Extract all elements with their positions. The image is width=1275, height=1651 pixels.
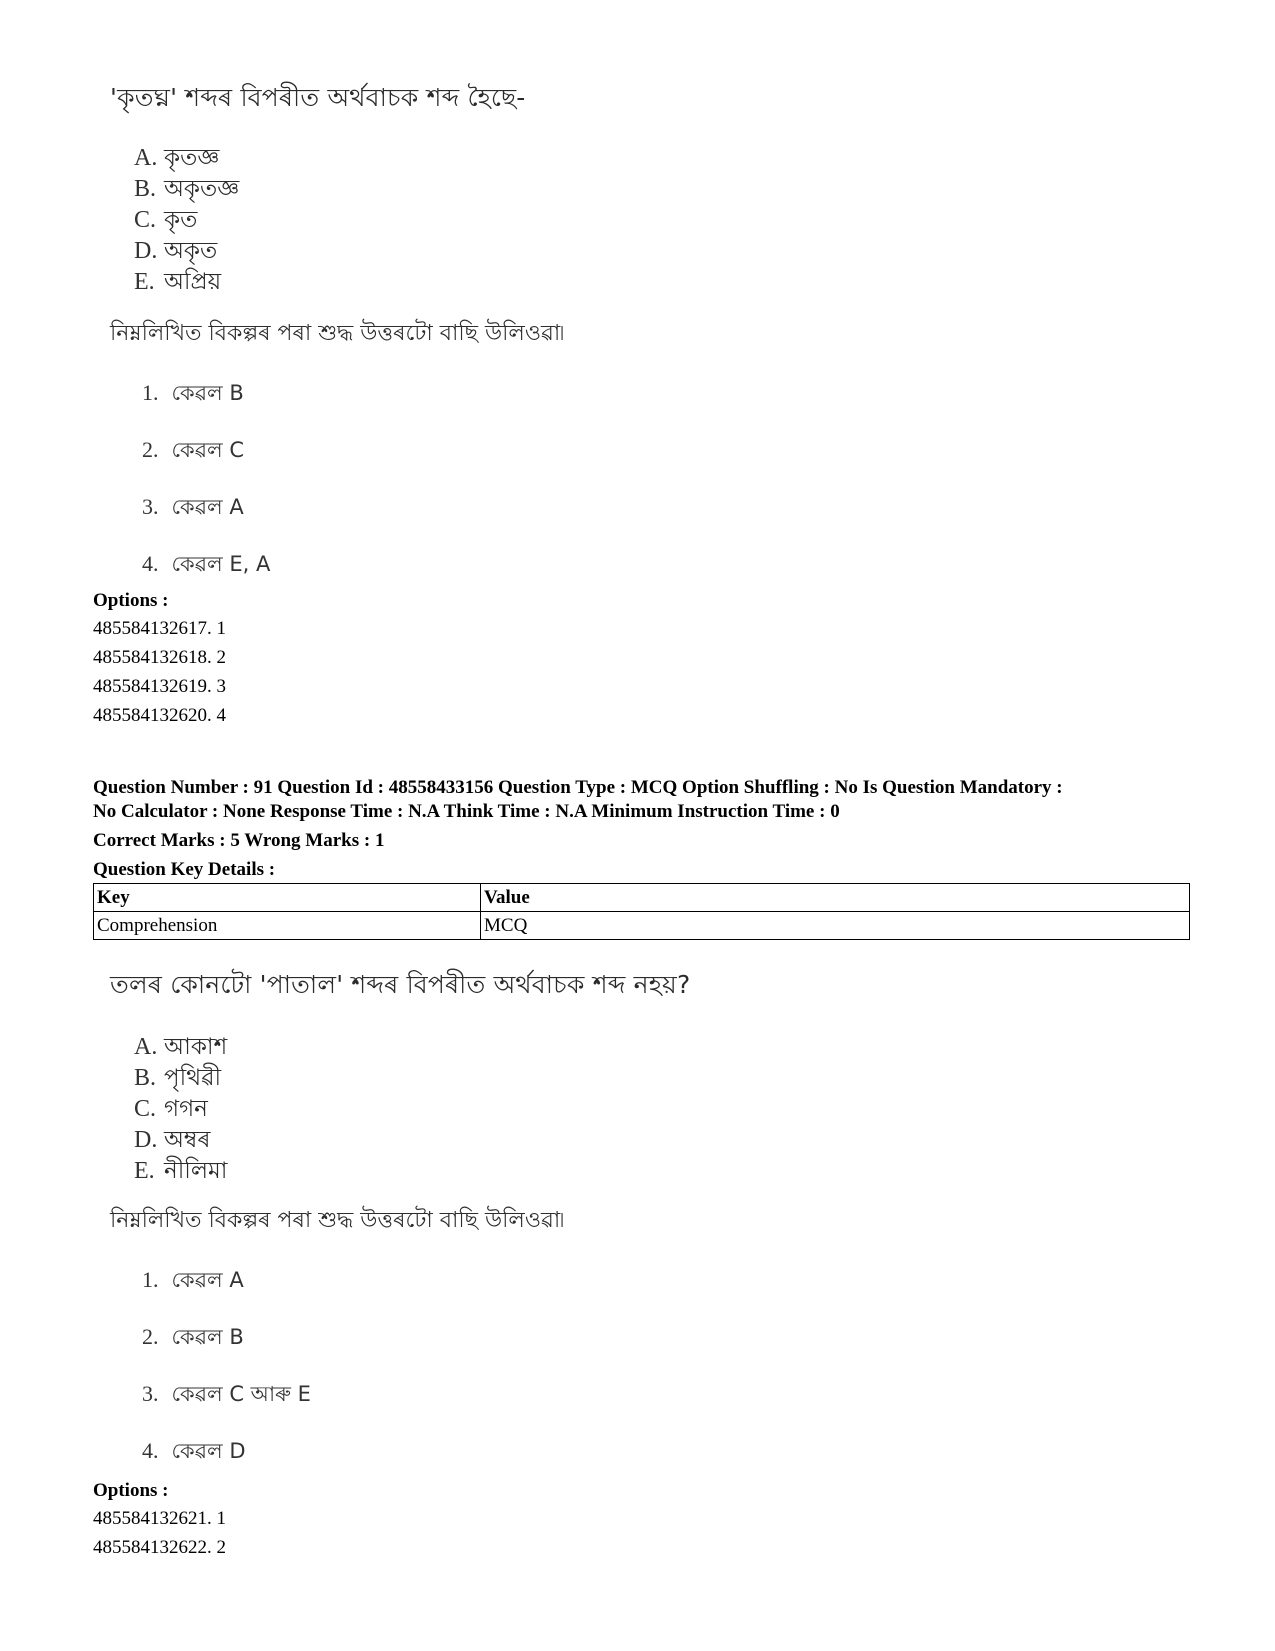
statement-list [134, 143, 564, 298]
question-meta-line-1: Question Number : 91 Question Id : 48558433156 Question Type : MCQ Option Shuffling : No Is Question Mandatory : [93, 777, 1063, 798]
choice-item: 1. কেৱল B [142, 380, 244, 405]
table-header-row [94, 884, 1190, 912]
choice-item: 2. কেৱল B [142, 1324, 244, 1349]
table-cell: MCQ [481, 912, 1190, 940]
table-row [94, 912, 1190, 940]
option-line: 485584132618. 2 [93, 647, 226, 668]
options-title: Options : [93, 1480, 169, 1501]
choice-list [142, 1268, 690, 1496]
choice-item: 4. কেৱল E, A [142, 551, 271, 576]
key-details-title: Question Key Details : [93, 859, 276, 880]
choice-item: 1. কেৱল A [142, 1267, 244, 1292]
option-line: 485584132619. 3 [93, 676, 226, 697]
choice-item: 3. কেৱল C আৰু E [142, 1381, 311, 1406]
statement-item: B. পৃথিৱী [134, 1065, 222, 1091]
marks-line: Correct Marks : 5 Wrong Marks : 1 [93, 830, 385, 851]
statement-item: A. আকাশ [134, 1034, 228, 1060]
question-meta-line-2: No Calculator : None Response Time : N.A Think Time : N.A Minimum Instruction Time : 0 [93, 801, 840, 822]
statement-item: C. গগন [134, 1096, 208, 1122]
statement-item: D. অম্বৰ [134, 1127, 211, 1153]
statement-list [134, 1032, 690, 1187]
statement-item: A. কৃতজ্ঞ [134, 145, 220, 171]
instruction-text: নিম্নলিখিত বিকল্পৰ পৰা শুদ্ধ উত্তৰটো বাছি উলিওৱা৷ [110, 321, 564, 346]
statement-item: B. অকৃতজ্ঞ [134, 176, 240, 202]
statement-item: E. অপ্ৰিয় [134, 269, 222, 295]
option-line: 485584132622. 2 [93, 1537, 226, 1558]
key-details-table [93, 883, 1190, 940]
table-header-cell: Value [481, 884, 1190, 912]
statement-item: C. কৃত [134, 207, 198, 233]
question-image [110, 78, 564, 609]
option-line: 485584132617. 1 [93, 618, 226, 639]
choice-item: 3. কেৱল A [142, 494, 244, 519]
option-line: 485584132620. 4 [93, 705, 226, 726]
question-image [110, 965, 690, 1496]
options-title: Options : [93, 590, 169, 611]
statement-item: D. অকৃত [134, 238, 218, 264]
question-text: 'কৃতঘ্ন' শব্দৰ বিপৰীত অৰ্থবাচক শব্দ হৈছে- [110, 83, 526, 112]
choice-list [142, 381, 564, 609]
table-cell: Comprehension [94, 912, 481, 940]
instruction-text: নিম্নলিখিত বিকল্পৰ পৰা শুদ্ধ উত্তৰটো বাছি উলিওৱা৷ [110, 1208, 564, 1233]
choice-item: 4. কেৱল D [142, 1438, 246, 1463]
option-line: 485584132621. 1 [93, 1508, 226, 1529]
table-header-cell: Key [94, 884, 481, 912]
choice-item: 2. কেৱল C [142, 437, 244, 462]
question-text: তলৰ কোনটো 'পাতাল' শব্দৰ বিপৰীত অৰ্থবাচক শব্দ নহয়? [110, 970, 691, 999]
statement-item: E. নীলিমা [134, 1158, 228, 1184]
